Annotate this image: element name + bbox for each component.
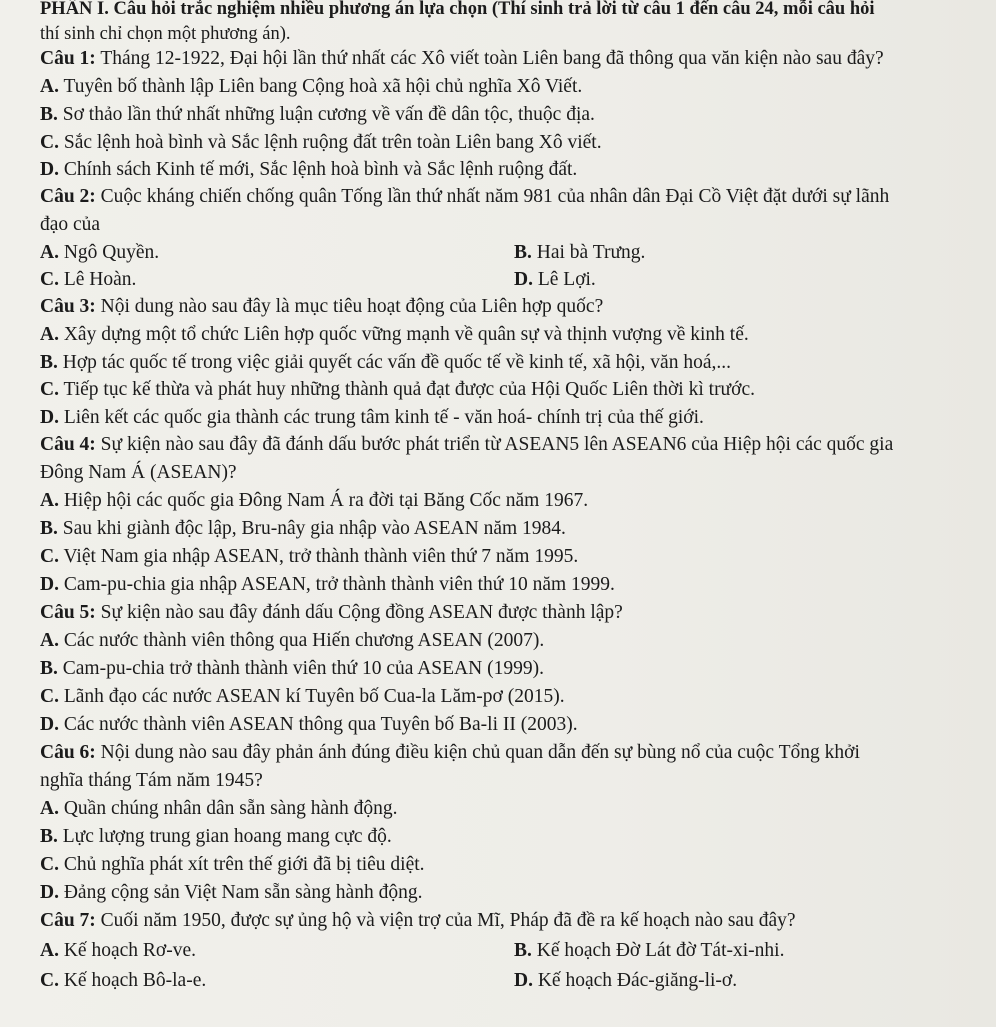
question-4-label: Câu 4:	[40, 434, 96, 455]
question-7-option-a: A. Kế hoạch Rơ-ve.	[40, 940, 196, 961]
question-4-option-a: A. Hiệp hội các quốc gia Đông Nam Á ra đời tại Băng Cốc năm 1967.	[40, 490, 589, 511]
question-4-option-c: C. Việt Nam gia nhập ASEAN, trở thành thành viên thứ 7 năm 1995.	[40, 546, 579, 567]
question-6-option-b: B. Lực lượng trung gian hoang mang cực độ.	[40, 826, 392, 847]
question-2-option-c: C. Lê Hoàn.	[40, 269, 137, 290]
question-1-option-b: B. Sơ thảo lần thứ nhất những luận cương về vấn đề dân tộc, thuộc địa.	[40, 104, 595, 125]
section-instruction-cont: thí sinh chỉ chọn một phương án).	[40, 24, 291, 44]
question-2-option-a: A. Ngô Quyền.	[40, 242, 160, 263]
section-instruction: Câu hỏi trắc nghiệm nhiều phương án lựa chọn (Thí sinh trả lời từ câu 1 đến câu 24, mỗi câu hỏi	[113, 0, 875, 19]
question-5-option-b: B. Cam-pu-chia trở thành thành viên thứ 10 của ASEAN (1999).	[40, 658, 544, 679]
question-4-stem-cont: Đông Nam Á (ASEAN)?	[40, 462, 237, 483]
question-4-option-b: B. Sau khi giành độc lập, Bru-nây gia nhập vào ASEAN năm 1984.	[40, 518, 566, 539]
question-3-label: Câu 3:	[40, 296, 96, 317]
question-7-label: Câu 7:	[40, 910, 96, 931]
question-1-option-a: A. Tuyên bố thành lập Liên bang Cộng hoà xã hội chủ nghĩa Xô Viết.	[40, 76, 583, 97]
question-1-option-c: C. Sắc lệnh hoà bình và Sắc lệnh ruộng đất trên toàn Liên bang Xô viết.	[40, 132, 602, 153]
question-6-label: Câu 6:	[40, 742, 96, 763]
question-6-stem-cont: nghĩa tháng Tám năm 1945?	[40, 770, 263, 791]
question-3-option-a: A. Xây dựng một tổ chức Liên hợp quốc vững mạnh về quân sự và thịnh vượng về kinh tế.	[40, 324, 749, 345]
question-2-stem: Câu 2: Cuộc kháng chiến chống quân Tống lần thứ nhất năm 981 của nhân dân Đại Cồ Việt đặt dưới sự lãnh	[40, 186, 890, 207]
question-5-option-d: D. Các nước thành viên ASEAN thông qua Tuyên bố Ba-li II (2003).	[40, 714, 578, 735]
question-7-option-d: D. Kế hoạch Đác-giăng-li-ơ.	[514, 970, 738, 991]
question-5-option-a: A. Các nước thành viên thông qua Hiến chương ASEAN (2007).	[40, 630, 545, 651]
question-6-stem: Câu 6: Nội dung nào sau đây phản ánh đúng điều kiện chủ quan dẫn đến sự bùng nổ của cuộc Tổng khởi	[40, 742, 860, 763]
question-3-option-c: C. Tiếp tục kế thừa và phát huy những thành quả đạt được của Hội Quốc Liên thời kì trước.	[40, 379, 755, 400]
question-1-option-d: D. Chính sách Kinh tế mới, Sắc lệnh hoà bình và Sắc lệnh ruộng đất.	[40, 159, 578, 180]
question-1-stem: Câu 1: Tháng 12-1922, Đại hội lần thứ nhất các Xô viết toàn Liên bang đã thông qua văn kiện nào sau đây?	[40, 48, 884, 69]
question-2-label: Câu 2:	[40, 186, 96, 207]
question-7-stem: Câu 7: Cuối năm 1950, được sự ủng hộ và viện trợ của Mĩ, Pháp đã đề ra kế hoạch nào sau đây?	[40, 910, 796, 931]
question-5-option-c: C. Lãnh đạo các nước ASEAN kí Tuyên bố Cua-la Lăm-pơ (2015).	[40, 686, 565, 707]
question-6-option-d: D. Đảng cộng sản Việt Nam sẵn sàng hành động.	[40, 882, 423, 903]
question-4-option-d: D. Cam-pu-chia gia nhập ASEAN, trở thành thành viên thứ 10 năm 1999.	[40, 574, 615, 595]
question-1-label: Câu 1:	[40, 48, 96, 69]
question-5-stem: Câu 5: Sự kiện nào sau đây đánh dấu Cộng đồng ASEAN được thành lập?	[40, 602, 623, 623]
question-3-stem: Câu 3: Nội dung nào sau đây là mục tiêu hoạt động của Liên hợp quốc?	[40, 296, 604, 317]
question-3-option-b: B. Hợp tác quốc tế trong việc giải quyết các vấn đề quốc tế về kinh tế, xã hội, văn hoá,...	[40, 352, 731, 373]
question-2-option-d: D. Lê Lợi.	[514, 269, 596, 290]
question-7-option-b: B. Kế hoạch Đờ Lát đờ Tát-xi-nhi.	[514, 940, 785, 961]
section-heading	[40, 0, 875, 21]
question-3-option-d: D. Liên kết các quốc gia thành các trung tâm kinh tế - văn hoá- chính trị của thế giới.	[40, 407, 704, 428]
question-6-option-c: C. Chủ nghĩa phát xít trên thế giới đã bị tiêu diệt.	[40, 854, 425, 875]
question-5-label: Câu 5:	[40, 602, 96, 623]
question-6-option-a: A. Quần chúng nhân dân sẵn sàng hành động.	[40, 798, 398, 819]
section-title: PHẦN I.	[40, 0, 109, 19]
question-2-stem-cont: đạo của	[40, 214, 101, 235]
question-7-option-c: C. Kế hoạch Bô-la-e.	[40, 970, 207, 991]
question-2-option-b: B. Hai bà Trưng.	[514, 242, 646, 263]
question-4-stem: Câu 4: Sự kiện nào sau đây đã đánh dấu bước phát triển từ ASEAN5 lên ASEAN6 của Hiệp hội các quốc gia	[40, 434, 894, 455]
